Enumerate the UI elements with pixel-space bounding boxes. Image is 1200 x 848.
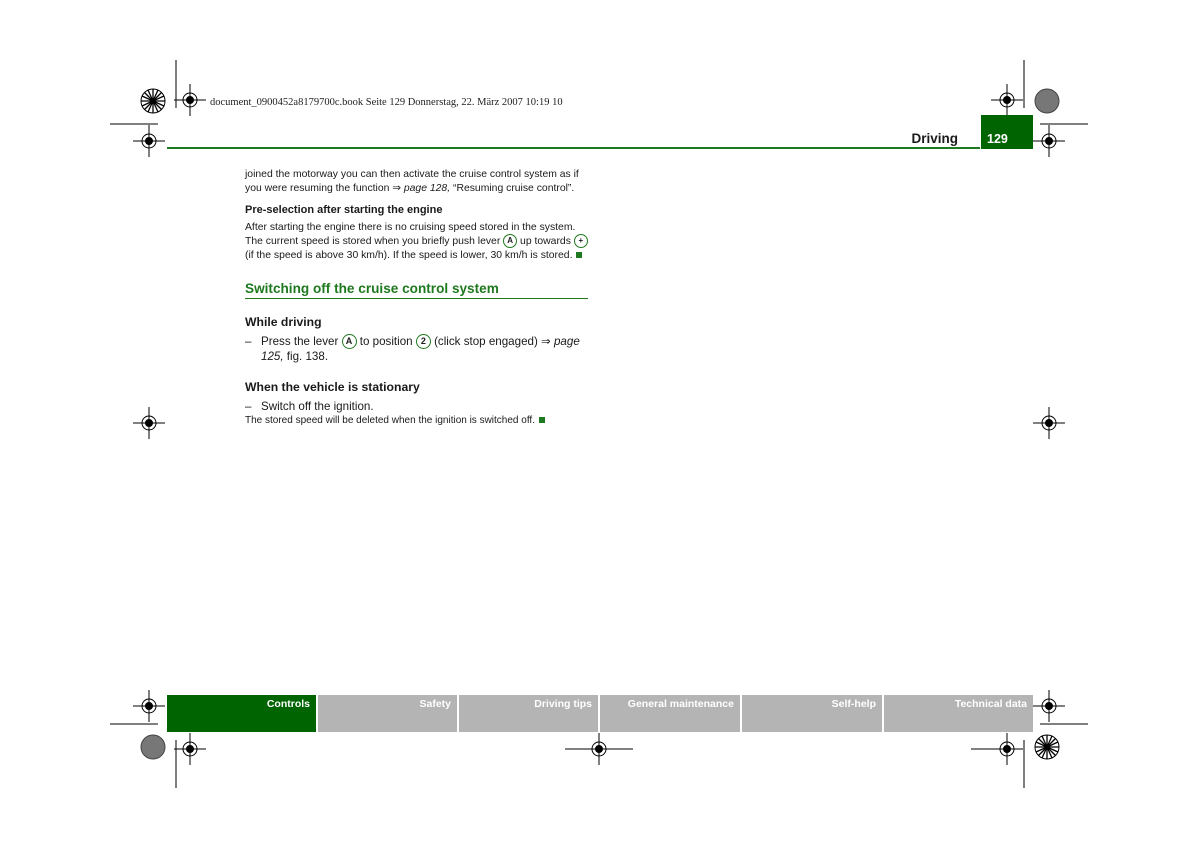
tab-self-help[interactable]: Self-help [742,695,882,732]
step-dash: – [245,334,252,348]
preselection-text-3: (if the speed is above 30 km/h). If the speed is lower, 30 km/h is stored. [245,249,573,261]
note-paragraph [245,414,589,428]
step-text-1: Press the lever [261,334,342,348]
page-number: 129 [987,132,1008,146]
registration-mark-icon [971,733,1023,765]
tab-technical-data[interactable]: Technical data [884,695,1033,732]
position-2-icon: 2 [416,334,431,349]
registration-mark-icon [1033,125,1065,157]
registration-mark-icon [1033,407,1065,439]
while-driving-heading: While driving [245,314,322,329]
registration-mark-icon [174,733,206,765]
registration-mark-icon [1033,690,1065,722]
registration-mark-icon [133,407,165,439]
section-title: Driving [911,131,958,146]
plus-icon: + [574,234,588,248]
end-of-section-icon [539,417,545,423]
step-text [261,334,589,364]
end-of-section-icon [576,252,582,258]
lever-a-icon: A [503,234,517,248]
gray-disc-icon [1034,88,1060,114]
preselection-text-2: up towards [517,236,574,248]
section-heading: Switching off the cruise control system [245,282,588,299]
tab-general-maintenance[interactable]: General maintenance [600,695,740,732]
registration-mark-icon [133,125,165,157]
intro-text: joined the motorway you can then activate the cruise control system as if you were resuming the function ⇒ [245,169,579,194]
main-content [245,168,589,427]
intro-paragraph [245,168,589,195]
registration-mark-icon [991,84,1023,116]
preselection-text: After starting the engine there is no cruising speed stored in the system. The current speed is stored when you briefly push lever [245,221,576,248]
color-wheel-icon [1034,734,1060,760]
lever-a-icon: A [342,334,357,349]
color-wheel-icon [140,88,166,114]
registration-mark-icon [174,84,206,116]
header-rule [167,147,980,149]
tab-driving-tips[interactable]: Driving tips [459,695,598,732]
tab-safety[interactable]: Safety [318,695,457,732]
print-info: document_0900452a8179700c.book Seite 129 Donnerstag, 22. März 2007 10:19 10 [210,97,563,108]
step-text-2: to position [356,334,416,348]
preselection-heading: Pre-selection after starting the engine [245,204,443,217]
registration-mark-icon [133,690,165,722]
page-ref-link[interactable]: page 125, [261,334,580,363]
stationary-heading: When the vehicle is stationary [245,379,420,394]
registration-mark-icon [565,733,633,765]
chapter-nav [167,695,1033,732]
step-dash: – [245,399,252,413]
step-text: Switch off the ignition. [261,399,374,413]
intro-text-end: “Resuming cruise control”. [450,182,575,194]
gray-disc-icon [140,734,166,760]
step-text-3: (click stop engaged) ⇒ [430,334,554,348]
step-text-4: fig. 138. [283,349,329,363]
step-item [245,334,589,364]
tab-controls[interactable]: Controls [167,695,316,732]
page-ref-link[interactable]: page 128, [403,182,451,194]
preselection-paragraph [245,221,589,263]
step-item [245,399,589,414]
note-text: The stored speed will be deleted when the ignition is switched off. [245,414,535,426]
